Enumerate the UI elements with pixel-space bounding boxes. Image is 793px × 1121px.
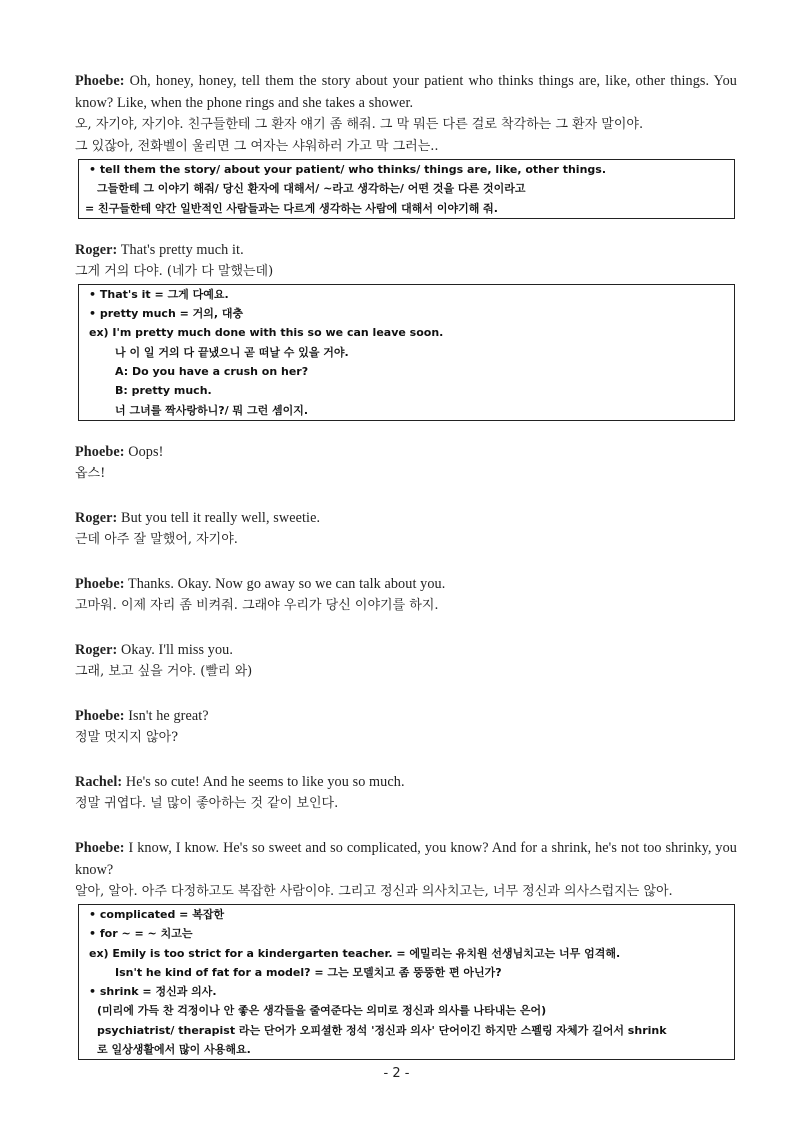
note-line: • pretty much = 거의, 대충 xyxy=(89,307,244,321)
dialogue-entry xyxy=(75,639,737,683)
dialogue-entry xyxy=(75,239,737,421)
note-line: • tell them the story/ about your patient/ who thinks/ things are, like, other things. xyxy=(89,163,607,176)
note-line: 그들한테 그 이야기 해줘/ 당신 환자에 대해서/ ~라고 생각하는/ 어떤 것을 다른 것이라고 xyxy=(97,182,526,196)
dialogue-entry xyxy=(75,70,737,219)
korean-line: 오, 자기야, 자기야. 친구들한테 그 환자 얘기 좀 해줘. 그 막 뭐든 다른 걸로 착각하는 그 환자 말이야. xyxy=(75,117,644,132)
speaker-name: Rachel: xyxy=(75,773,123,790)
note-line: Isn't he kind of fat for a model? = 그는 모델치고 좀 뚱뚱한 편 아닌가? xyxy=(115,965,502,979)
note-line: (미리에 가득 찬 걱정이나 안 좋은 생각들을 줄여준다는 의미로 정신과 의사를 나타내는 은어) xyxy=(97,1004,547,1018)
korean-line: 옵스! xyxy=(75,465,106,481)
english-text: Oh, honey, honey, tell them the story about your patient who thinks things are, like, other things. You know? Like, when the phone rings and she takes a shower. xyxy=(75,73,737,111)
speaker-name: Phoebe: xyxy=(75,575,125,592)
note-line: ex) Emily is too strict for a kindergarten teacher. = 에밀리는 유치원 선생님치고는 너무 엄격해. xyxy=(89,946,621,960)
english-line xyxy=(75,239,737,261)
note-line: 너 그녀를 짝사랑하니?/ 뭐 그런 셈이지. xyxy=(115,403,309,417)
dialogue-entry xyxy=(75,507,737,551)
english-line xyxy=(75,70,737,114)
korean-line: 정말 멋지지 않아? xyxy=(75,729,179,745)
english-line xyxy=(75,507,737,529)
english-line xyxy=(75,639,737,661)
english-text: Oops! xyxy=(128,443,164,460)
note-line: • shrink = 정신과 의사. xyxy=(89,985,217,999)
speaker-name: Roger: xyxy=(75,509,118,526)
speaker-name: Phoebe: xyxy=(75,443,125,460)
english-text: I know, I know. He's so sweet and so complicated, you know? And for a shrink, he's not too shrinky, you know? xyxy=(75,839,738,878)
dialogue-entry xyxy=(75,771,737,815)
speaker-name: Phoebe: xyxy=(75,73,125,89)
note-line: 로 일상생활에서 많이 사용해요. xyxy=(97,1043,251,1057)
speaker-name: Phoebe: xyxy=(75,707,125,724)
note-line: B: pretty much. xyxy=(115,384,212,398)
korean-line: 그래, 보고 싶을 거야. (빨리 와) xyxy=(75,663,253,679)
english-text: That's pretty much it. xyxy=(120,241,244,258)
dialogue-entry xyxy=(75,705,737,749)
note-line: ex) I'm pretty much done with this so we can leave soon. xyxy=(89,326,444,340)
english-text: He's so cute! And he seems to like you so much. xyxy=(125,773,405,790)
korean-line: 알아, 알아. 아주 다정하고도 복잡한 사람이야. 그리고 정신과 의사치고는, 너무 정신과 의사스럽지는 않아. xyxy=(75,883,673,899)
note-line: A: Do you have a crush on her? xyxy=(115,365,309,379)
english-text: Thanks. Okay. Now go away so we can talk about you. xyxy=(127,575,446,592)
note-box xyxy=(78,904,735,1060)
speaker-name: Roger: xyxy=(75,641,118,658)
note-line: psychiatrist/ therapist 라는 단어가 오피셜한 정석 '정신과 의사' 단어이긴 하지만 스펠링 자체가 길어서 shrink xyxy=(97,1023,667,1037)
note-line: 나 이 일 거의 다 끝냈으니 곧 떠날 수 있을 거야. xyxy=(115,345,349,359)
english-text: Okay. I'll miss you. xyxy=(121,641,234,658)
note-box xyxy=(78,159,735,219)
page-number: - 2 - xyxy=(383,1066,410,1081)
note-line: • complicated = 복잡한 xyxy=(89,907,225,921)
english-text: But you tell it really well, sweetie. xyxy=(121,509,321,526)
korean-line: 그 있잖아, 전화벨이 울리면 그 여자는 샤워하러 가고 막 그러는.. xyxy=(75,139,439,154)
speaker-name: Roger: xyxy=(75,241,118,258)
korean-line: 그게 거의 다야. (네가 다 말했는데) xyxy=(75,263,274,279)
note-line: • for ~ = ~ 치고는 xyxy=(89,927,193,941)
korean-line: 근데 아주 잘 말했어, 자기야. xyxy=(75,531,238,547)
english-line xyxy=(75,771,737,793)
english-line xyxy=(75,837,737,881)
note-line: • That's it = 그게 다예요. xyxy=(89,287,229,301)
dialogue-entry xyxy=(75,837,737,1060)
english-line xyxy=(75,573,737,595)
document-page xyxy=(75,70,737,1060)
english-line xyxy=(75,441,737,463)
dialogue-entry xyxy=(75,441,737,485)
korean-line: 고마워. 이제 자리 좀 비켜줘. 그래야 우리가 당신 이야기를 하지. xyxy=(75,597,439,613)
speaker-name: Phoebe: xyxy=(75,839,125,856)
note-box xyxy=(78,284,735,421)
dialogue-entry xyxy=(75,573,737,617)
english-line xyxy=(75,705,737,727)
note-line: = 친구들한테 약간 일반적인 사람들과는 다르게 생각하는 사람에 대해서 이야기해 줘. xyxy=(85,201,498,215)
korean-line: 정말 귀엽다. 널 많이 좋아하는 것 같이 보인다. xyxy=(75,795,339,811)
english-text: Isn't he great? xyxy=(128,707,209,724)
